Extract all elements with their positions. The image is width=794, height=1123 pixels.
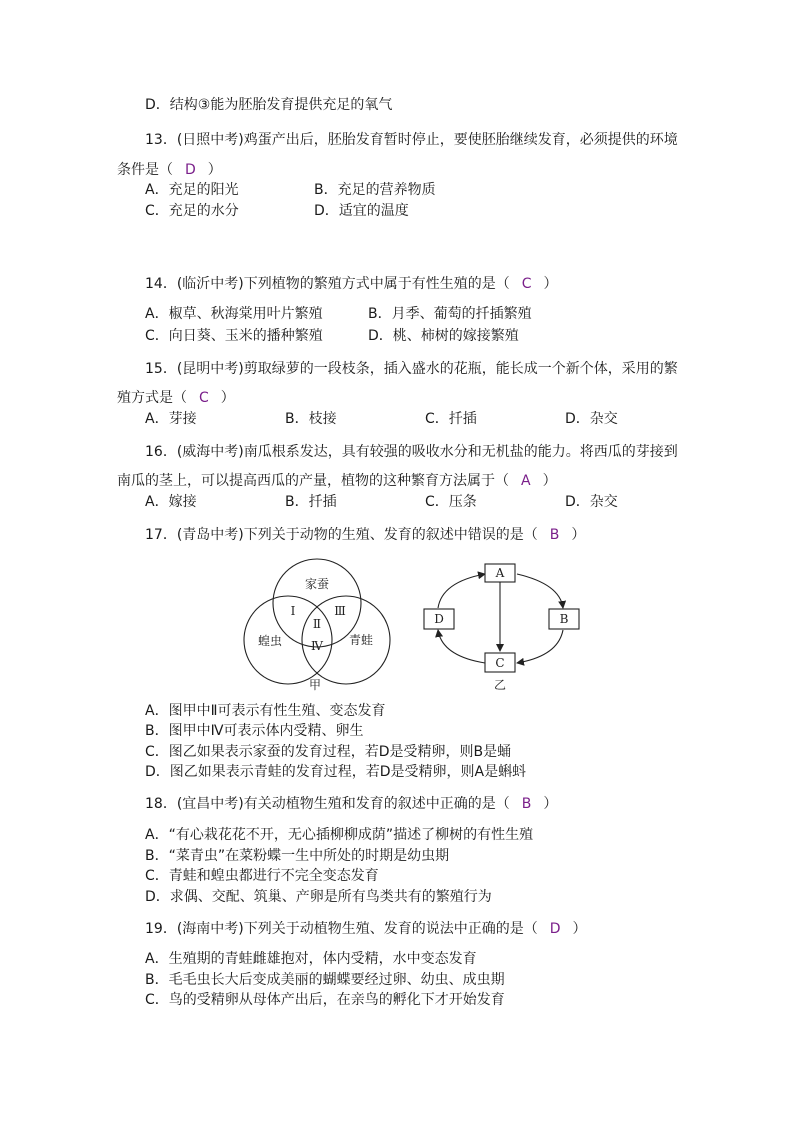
q13-stem-post: ）: [207, 162, 222, 178]
q19-stem: [145, 920, 587, 938]
arrow-a-to-b: [517, 574, 563, 608]
q17-stem-post: ）: [571, 527, 586, 543]
q19-stem-pre: 19．(海南中考)下列关于动植物生殖、发育的说法中正确的是（: [145, 921, 538, 937]
q13-option-c: C．充足的水分: [145, 203, 239, 219]
q13-option-b: B．充足的营养物质: [314, 182, 436, 198]
venn-region-2: Ⅱ: [312, 617, 322, 631]
q15-answer: C: [199, 390, 209, 406]
q13-stem-pre: 条件是（: [117, 162, 173, 178]
q17-answer: B: [549, 527, 560, 543]
venn-region-1: Ⅰ: [290, 604, 296, 618]
q18-option-a: A．“有心栽花花不开，无心插柳柳成荫”描述了柳树的有性生殖: [145, 827, 534, 843]
q19-option-a: A．生殖期的青蛙雌雄抱对，体内受精，水中变态发育: [145, 951, 477, 967]
q15-option-d: D．杂交: [565, 411, 618, 427]
venn-circle-top: [273, 559, 361, 647]
node-a-label: A: [495, 566, 505, 580]
arrow-b-to-c: [517, 630, 563, 663]
q19-stem-post: ）: [572, 921, 587, 937]
q19-answer: D: [549, 921, 561, 937]
figure-yi-caption: 乙: [493, 678, 507, 692]
q14-stem-post: ）: [543, 276, 558, 292]
arrow-d-to-a: [438, 574, 485, 608]
q15-option-b: B．枝接: [285, 411, 337, 427]
q13-option-a: A．充足的阳光: [145, 182, 239, 198]
q17-stem: [145, 526, 585, 544]
q14-stem-pre: 14．(临沂中考)下列植物的繁殖方式中属于有性生殖的是（: [145, 276, 510, 292]
q16-stem-post: ）: [542, 473, 557, 489]
q18-stem-pre: 18．(宜昌中考)有关动植物生殖和发育的叙述中正确的是（: [145, 796, 510, 812]
q18-stem-post: ）: [543, 796, 558, 812]
venn-label-left: 蝗虫: [257, 634, 283, 648]
q18-option-d: D．求偶、交配、筑巢、产卵是所有鸟类共有的繁殖行为: [145, 889, 492, 905]
q14-stem: [145, 275, 558, 293]
venn-label-top: 家蚕: [304, 577, 330, 591]
node-d-label: D: [434, 612, 444, 626]
q15-stem-line1: 15．(昆明中考)剪取绿萝的一段枝条，插入盛水的花瓶，能长成一个新个体，采用的繁: [145, 361, 678, 377]
q19-option-b: B．毛毛虫长大后变成美丽的蝴蝶要经过卵、幼虫、成虫期: [145, 972, 505, 988]
q13-option-d: D．适宜的温度: [314, 203, 409, 219]
venn-region-3: Ⅲ: [334, 604, 346, 618]
q17-option-b: B．图甲中Ⅳ可表示体内受精、卵生: [145, 723, 364, 739]
figure-yi-cycle-diagram: [420, 558, 585, 696]
q16-option-c: C．压条: [425, 494, 477, 510]
q15-option-a: A．芽接: [145, 411, 197, 427]
q17-stem-pre: 17．(青岛中考)下列关于动物的生殖、发育的叙述中错误的是（: [145, 527, 538, 543]
q13-answer: D: [185, 162, 196, 178]
q18-answer: B: [521, 796, 532, 812]
q16-option-a: A．嫁接: [145, 494, 197, 510]
q18-option-c: C．青蛙和蝗虫都进行不完全变态发育: [145, 868, 379, 884]
q16-answer: A: [521, 473, 531, 489]
q14-option-b: B．月季、葡萄的扦插繁殖: [368, 306, 532, 322]
venn-region-4: Ⅳ: [311, 639, 323, 653]
q16-option-d: D．杂交: [565, 494, 618, 510]
q14-answer: C: [521, 276, 532, 292]
q15-option-c: C．扦插: [425, 411, 477, 427]
arrow-c-to-d: [438, 630, 485, 663]
q18-stem: [145, 795, 557, 813]
q15-stem-line2: [117, 389, 235, 407]
q18-option-b: B．“菜青虫”在菜粉蝶一生中所处的时期是幼虫期: [145, 848, 450, 864]
node-b-label: B: [559, 612, 569, 626]
q13-stem-line2: [117, 161, 222, 179]
q15-stem-pre: 殖方式是（: [117, 390, 187, 406]
q19-option-c: C．鸟的受精卵从母体产出后，在亲鸟的孵化下才开始发育: [145, 992, 505, 1008]
q17-option-c: C．图乙如果表示家蚕的发育过程，若D是受精卵，则B是蛹: [145, 744, 512, 760]
q14-option-a: A．椒草、秋海棠用叶片繁殖: [145, 306, 323, 322]
venn-label-right: 青蛙: [348, 633, 374, 647]
figure-jia-caption: 甲: [308, 678, 322, 692]
q12-option-d: D．结构③能为胚胎发育提供充足的氧气: [145, 97, 393, 113]
q17-option-d: D．图乙如果表示青蛙的发育过程，若D是受精卵，则A是蝌蚪: [145, 764, 527, 780]
q13-stem-line1: 13．(日照中考)鸡蛋产出后，胚胎发育暂时停止，要使胚胎继续发育，必须提供的环境: [145, 132, 678, 148]
q16-option-b: B．扦插: [285, 494, 337, 510]
node-c-label: C: [495, 656, 505, 670]
figure-jia-venn-diagram: [235, 558, 405, 698]
q14-option-c: C．向日葵、玉米的播种繁殖: [145, 328, 323, 344]
q14-option-d: D．桃、柿树的嫁接繁殖: [368, 328, 519, 344]
q17-option-a: A．图甲中Ⅱ可表示有性生殖、变态发育: [145, 703, 386, 719]
q16-stem-pre: 南瓜的茎上，可以提高西瓜的产量，植物的这种繁育方法属于（: [117, 473, 509, 489]
q16-stem-line1: 16．(威海中考)南瓜根系发达，具有较强的吸收水分和无机盐的能力。将西瓜的芽接到: [145, 444, 678, 460]
q15-stem-post: ）: [220, 390, 235, 406]
q16-stem-line2: [117, 472, 557, 490]
